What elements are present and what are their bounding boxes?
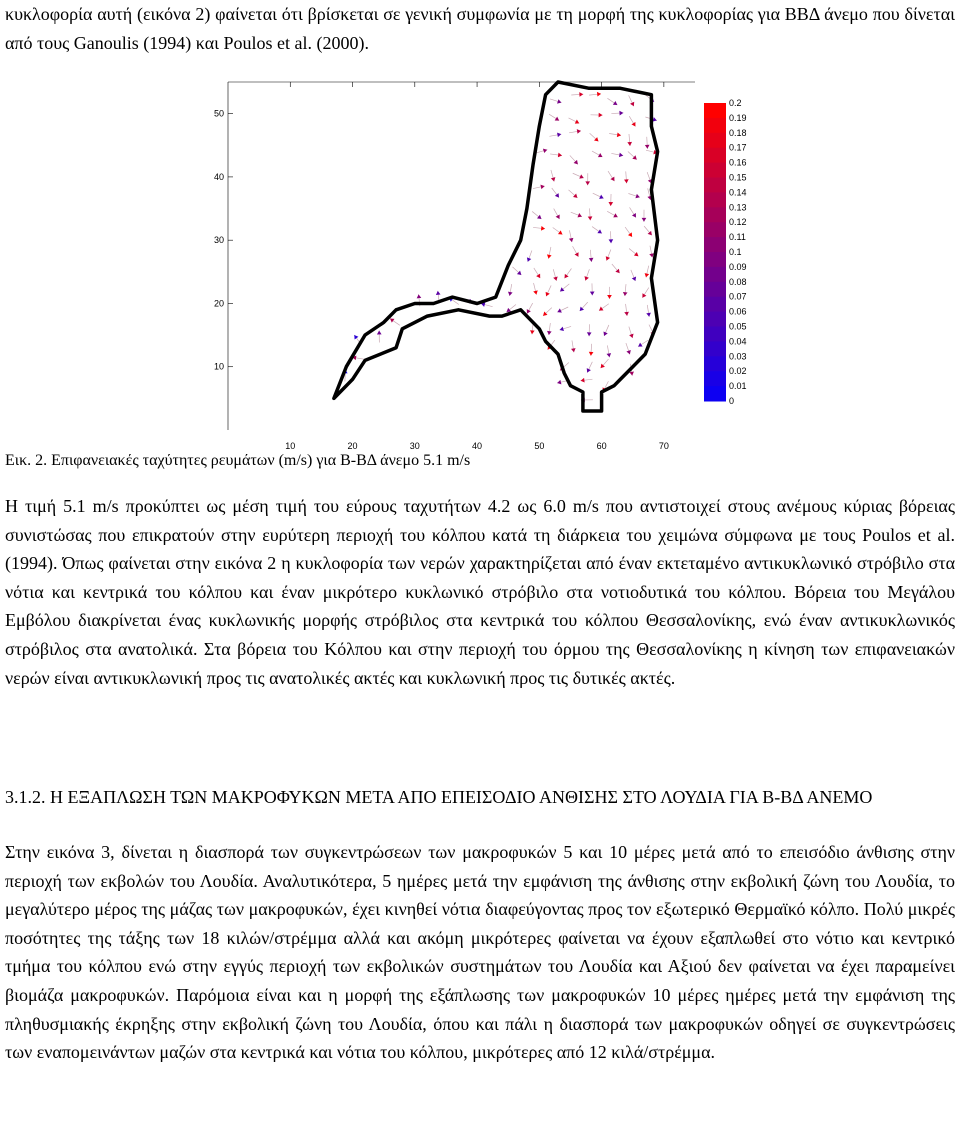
velocity-arrow	[626, 343, 631, 354]
colorbar-swatch	[704, 133, 726, 148]
x-tick-label: 70	[658, 441, 669, 451]
velocity-arrow	[601, 359, 609, 368]
colorbar-label: 0.16	[729, 157, 747, 168]
x-tick-label: 30	[409, 441, 420, 451]
velocity-arrows	[343, 92, 658, 402]
velocity-arrow	[608, 171, 614, 181]
velocity-arrow	[527, 251, 532, 262]
velocity-arrow	[390, 319, 400, 326]
velocity-arrow	[611, 153, 623, 158]
x-tick-label: 60	[596, 441, 607, 451]
velocity-arrow	[625, 227, 632, 237]
colorbar-label: 0.01	[729, 381, 747, 392]
velocity-arrow	[549, 133, 561, 138]
velocity-arrow	[571, 340, 576, 352]
velocity-arrow	[592, 227, 602, 234]
colorbar-swatch	[704, 252, 726, 267]
velocity-arrow	[553, 269, 557, 281]
y-tick-label: 20	[213, 298, 224, 309]
velocity-arrow	[533, 226, 545, 231]
velocity-arrow	[629, 116, 635, 126]
velocity-arrow	[606, 250, 611, 261]
colorbar-swatch	[704, 237, 726, 252]
section-heading: 3.1.2. Η ΕΞΑΠΛΩΣΗ ΤΩΝ ΜΑΚΡΟΦΥΚΩΝ ΜΕΤΑ ΑΠΟ ΕΠΕΙΣΟΔΙΟ ΑΝΘΙΣΗΣ ΣΤΟ ΛΟΥΔΙΑ ΓΙΑ Β-ΒΔ ΑΝΕΜΟ	[5, 787, 873, 807]
velocity-arrow	[628, 152, 637, 160]
colorbar-swatch	[704, 222, 726, 237]
velocity-arrow	[581, 378, 593, 383]
y-tick-label: 50	[213, 108, 224, 119]
colorbar-swatch	[704, 282, 726, 297]
x-tick-label: 10	[285, 441, 296, 451]
velocity-arrow	[565, 269, 572, 279]
velocity-arrow	[644, 226, 652, 235]
velocity-arrow	[508, 284, 513, 296]
colorbar-swatch	[704, 386, 726, 401]
velocity-arrow	[624, 304, 629, 316]
velocity-arrow	[585, 173, 590, 185]
velocity-arrow	[569, 129, 581, 134]
velocity-arrow	[627, 134, 632, 146]
colorbar-label: 0.11	[729, 232, 746, 243]
colorbar-label: 0.17	[729, 142, 747, 153]
velocity-arrow	[629, 249, 638, 257]
velocity-arrow	[569, 190, 578, 198]
figure-caption: Εικ. 2. Επιφανειακές ταχύτητες ρευμάτων (m/s) για Β-ΒΔ άνεμο 5.1 m/s	[5, 452, 471, 469]
colorbar-label: 0.05	[729, 321, 747, 332]
velocity-arrow	[631, 270, 636, 281]
velocity-arrow	[630, 207, 636, 217]
colorbar-swatch	[704, 103, 726, 118]
x-tick-label: 40	[472, 441, 483, 451]
velocity-arrow	[553, 227, 563, 234]
velocity-arrow	[550, 153, 562, 158]
colorbar-label: 0.18	[729, 127, 747, 138]
colorbar-swatch	[704, 312, 726, 327]
velocity-arrow	[629, 95, 635, 106]
velocity-arrow	[589, 92, 601, 97]
colorbar-label: 0.14	[729, 187, 747, 198]
velocity-arrow	[527, 303, 533, 314]
velocity-arrow	[590, 133, 599, 141]
velocity-arrow	[608, 194, 613, 206]
colorbar-swatch	[704, 341, 726, 356]
velocity-arrow	[649, 246, 654, 258]
colorbar-label: 0.12	[729, 217, 747, 228]
x-tick-label: 20	[347, 441, 358, 451]
colorbar-label: 0	[729, 396, 735, 406]
colorbar-label: 0.07	[729, 291, 747, 302]
velocity-arrow	[569, 230, 574, 242]
velocity-arrow	[552, 188, 559, 198]
colorbar-swatch	[704, 118, 726, 133]
velocity-arrow	[571, 92, 583, 97]
colorbar-label: 0.1	[729, 247, 742, 257]
velocity-arrow	[609, 132, 621, 137]
colorbar-label: 0.04	[729, 336, 747, 347]
velocity-arrow	[551, 170, 555, 182]
velocity-arrow	[570, 155, 578, 164]
colorbar-label: 0.15	[729, 172, 747, 183]
colorbar-label: 0.2	[729, 98, 742, 108]
velocity-arrow	[607, 211, 618, 217]
y-axis-ticks	[214, 109, 233, 372]
body-paragraph-1: Η τιμή 5.1 m/s προκύπτει ως μέση τιμή του εύρους ταχυτήτων 4.2 ως 6.0 m/s που αντιστοιχεί στους ανέμους κύριας βόρειας συνιστώσας που επικρατούν στην ευρύτερη περιοχή του κόλπου κατά τη διάρκεια του χειμώνα σύμφωνα με τους Poulos et al. (1994). Όπως φαίνεται στην εικόνα 2 η κυκλοφορία των νερών χαρακτηρίζεται από έναν εκτεταμένο αντικυκλωνικό στρόβιλο στα νότια και κεντρικά του κόλπου και έναν μικρότερο κυκλωνικό στρόβιλο στα νοτιοδυτικά του κόλπου. Βόρεια του Μεγάλου Εμβόλου διακρίνεται ένας κυκλωνικής μορφής στρόβιλος στα κεντρικά του κόλπου Θεσσαλονίκης, ενώ έναν αντικυκλωνικός στρόβιλος στα ανατολικά. Στα βόρεια του Κόλπου και στην περιοχή του όρμου της Θεσσαλονίκης η κίνηση των επιφανειακών νερών είναι αντικυκλωνική προς τις ανατολικές ακτές και κυκλωνική προς τις δυτικές ακτές.	[5, 496, 955, 688]
current-velocity-figure	[0, 0, 960, 460]
velocity-arrow	[587, 362, 593, 373]
colorbar-label: 0.13	[729, 202, 747, 213]
colorbar-swatch	[704, 267, 726, 282]
velocity-arrow	[543, 308, 552, 316]
colorbar	[704, 98, 747, 406]
velocity-arrow	[377, 331, 382, 343]
colorbar-label: 0.08	[729, 276, 747, 287]
colorbar-label: 0.09	[729, 261, 747, 272]
velocity-arrow	[589, 344, 594, 356]
colorbar-swatch	[704, 192, 726, 207]
colorbar-label: 0.06	[729, 306, 747, 317]
velocity-arrow	[623, 284, 628, 296]
velocity-arrow	[569, 118, 580, 124]
velocity-arrow	[533, 283, 538, 295]
y-tick-label: 30	[213, 235, 224, 246]
velocity-arrow	[607, 98, 617, 105]
velocity-arrow	[536, 149, 548, 154]
velocity-arrow	[584, 269, 589, 280]
x-axis-ticks	[285, 82, 669, 451]
velocity-arrow	[607, 345, 612, 357]
colorbar-swatch	[704, 371, 726, 386]
coastline	[334, 82, 658, 411]
velocity-arrow	[588, 208, 593, 220]
colorbar-swatch	[704, 207, 726, 222]
velocity-arrow	[512, 267, 521, 275]
y-tick-label: 40	[213, 171, 224, 182]
velocity-arrow	[593, 193, 604, 199]
colorbar-swatch	[704, 297, 726, 312]
velocity-arrow	[645, 266, 650, 278]
velocity-arrow	[573, 246, 579, 256]
x-tick-label: 50	[534, 441, 545, 451]
y-tick-label: 10	[213, 361, 224, 372]
velocity-arrow	[549, 114, 559, 120]
velocity-arrow	[646, 305, 651, 317]
velocity-arrow	[591, 113, 603, 118]
velocity-arrow	[642, 288, 648, 298]
velocity-arrow	[547, 247, 552, 259]
velocity-arrow	[560, 284, 569, 292]
velocity-arrow	[534, 268, 540, 278]
velocity-arrow	[611, 111, 623, 116]
velocity-arrow	[612, 264, 620, 273]
velocity-arrow	[532, 211, 541, 219]
velocity-arrow	[587, 324, 592, 336]
colorbar-label: 0.19	[729, 112, 747, 123]
velocity-arrow	[580, 302, 588, 311]
velocity-arrow	[629, 327, 634, 338]
velocity-arrow	[592, 151, 602, 157]
velocity-arrow	[546, 285, 552, 296]
velocity-arrow	[609, 231, 614, 243]
colorbar-swatch	[704, 327, 726, 342]
velocity-arrow	[589, 250, 594, 262]
velocity-arrow	[573, 173, 584, 178]
velocity-arrow	[599, 304, 609, 311]
velocity-arrow	[557, 307, 568, 313]
velocity-arrow	[628, 193, 639, 198]
velocity-arrow	[645, 137, 650, 149]
plot-frame	[228, 82, 695, 430]
intro-paragraph: κυκλοφορία αυτή (εικόνα 2) φαίνεται ότι βρίσκεται σε γενική συμφωνία με τη μορφή της κυκλοφορίας για ΒΒΔ άνεμο που δίνεται από τους Ganoulis (1994) και Poulos et al. (2000).	[5, 4, 955, 53]
velocity-arrow	[607, 287, 612, 299]
velocity-arrow	[547, 323, 552, 335]
colorbar-label: 0.02	[729, 366, 747, 377]
velocity-arrow	[560, 326, 571, 331]
velocity-arrow	[550, 99, 561, 104]
colorbar-swatch	[704, 356, 726, 371]
velocity-arrow	[642, 210, 647, 222]
body-paragraph-2: Στην εικόνα 3, δίνεται η διασπορά των συγκεντρώσεων των μακροφυκών 5 και 10 μέρες μετά από το επεισόδιο άνθισης στην περιοχή των εκβολών του Λουδία. Αναλυτικότερα, 5 ημέρες μετά την εμφάνιση της άνθισης στην εκβολική ζώνη του Λουδία, το μεγαλύτερο μέρος της μάζας των μακροφυκών, έχει κινηθεί νότια διαφεύγοντας προς τον εξωτερικό Θερμαϊκό κόλπο. Πολύ μικρές ποσότητες της τάξης των 18 κιλών/στρέμμα αλλά και ακόμη μικρότερες φαίνεται να έχουν εξαπλωθεί στο νότιο και κεντρικό τμήμα του κόλπου ενώ στην εγγύς περιοχή των εκβολικών συστημάτων του Λουδία και Αξιού δεν φαίνεται να έχει παραμείνει βιομάζα μακροφυκών. Παρόμοια είναι και η μορφή της εξάπλωσης των μακροφυκών 10 μέρες ημέρες μετά την εμφάνιση της πληθυσμιακής έκρηξης στην εκβολική ζώνη του Λουδία, όπου και πάλι η διασπορά των μακροφυκών οδηγεί σε συγκεντρώσεις των εναπομεινάντων μαζών στα κεντρικά και νότια του κόλπου, μικρότερες από 12 κιλά/στρέμμα.	[5, 842, 955, 1063]
velocity-arrow	[603, 325, 608, 336]
colorbar-label: 0.03	[729, 351, 747, 362]
colorbar-swatch	[704, 148, 726, 163]
velocity-arrow	[624, 171, 629, 183]
velocity-arrow	[533, 185, 545, 190]
velocity-arrow	[571, 212, 582, 217]
velocity-arrow	[590, 283, 595, 295]
velocity-arrow	[554, 209, 560, 219]
colorbar-swatch	[704, 163, 726, 178]
colorbar-swatch	[704, 178, 726, 193]
